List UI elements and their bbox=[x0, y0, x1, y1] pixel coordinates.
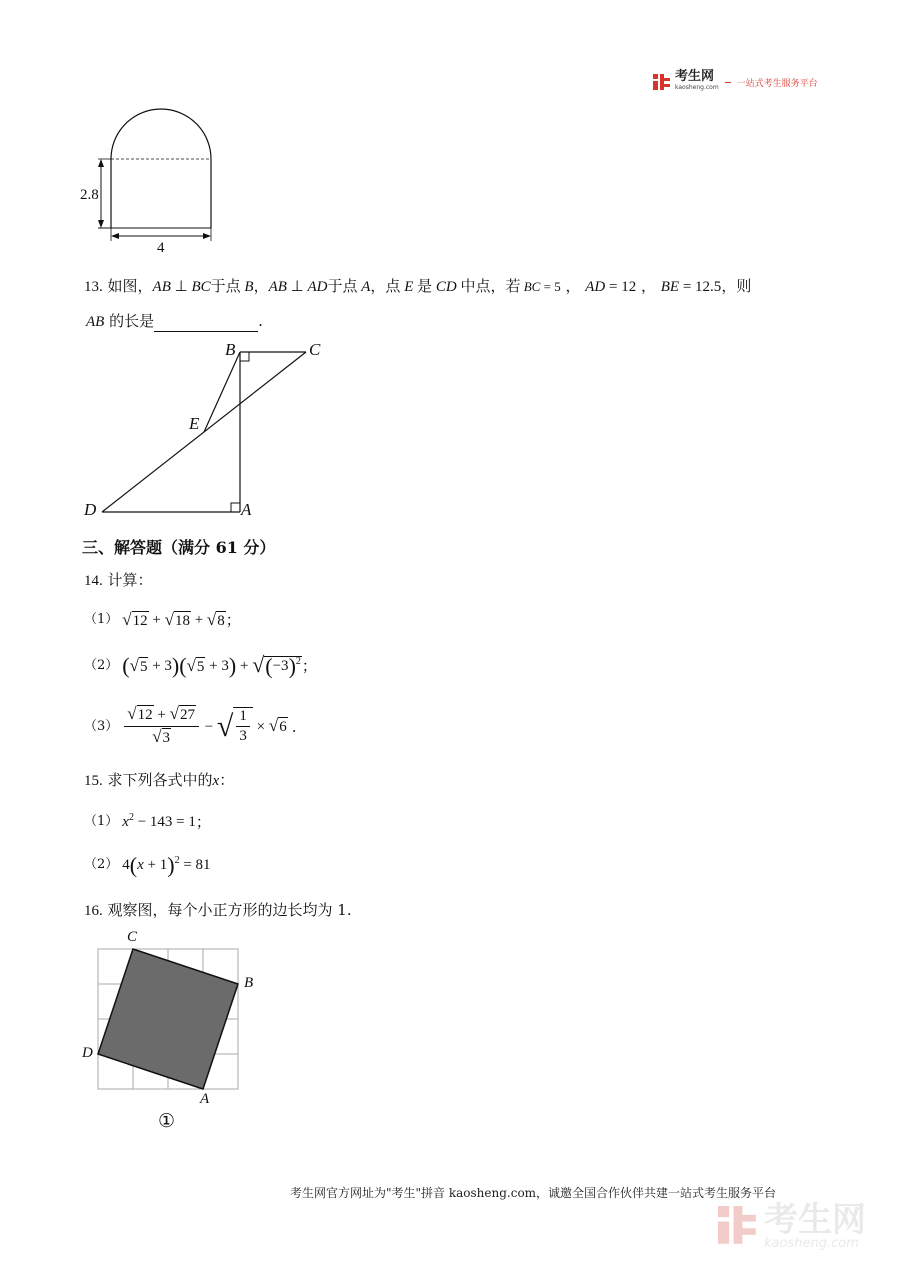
q15-heading bbox=[84, 770, 234, 791]
q13-line2: AB 的长是 . bbox=[86, 312, 263, 330]
header-logo bbox=[653, 71, 818, 93]
q13-t5: 中点，若 bbox=[460, 277, 521, 295]
q14-heading bbox=[84, 570, 153, 591]
q15-eq2-rhs: = 81 bbox=[183, 857, 211, 873]
kaosheng-logo-icon bbox=[653, 72, 671, 92]
fig13-label-a: A bbox=[241, 500, 252, 519]
footer-text: 考生网官方网址为"考生"拼音 kaosheng.com，诚邀全国合作伙伴共建一站式考生服务平台 bbox=[290, 1186, 777, 1200]
q13-t3: ，点 bbox=[370, 277, 401, 295]
q14-item1-expr: √ 12 + √ 18 + √ 8 bbox=[122, 609, 225, 629]
fig12-width-label: 4 bbox=[157, 240, 165, 256]
watermark-logo bbox=[718, 1200, 866, 1252]
q15-eq1-end: ； bbox=[195, 813, 211, 831]
fig13-label-c: C bbox=[309, 340, 321, 359]
q13-line1: 13. 如图，AB ⊥ BC于点 B，AB ⊥ AD于点 A，点 E 是 CD 中点，若 BC = 5 ， AD = 12 ， BE = 12.5，则 bbox=[84, 277, 752, 295]
fig16-label-b: B bbox=[244, 975, 254, 991]
q13-t1: 于点 bbox=[210, 277, 241, 295]
q14-item3-end: . bbox=[291, 717, 297, 736]
brand-url: kaosheng.com bbox=[675, 84, 719, 91]
fig16-label-d: D bbox=[82, 1045, 93, 1061]
q13-t6: ，则 bbox=[721, 277, 752, 295]
q16-number: 16. bbox=[84, 903, 103, 919]
fig12-height-label: 2.8 bbox=[80, 187, 99, 203]
q14-item1-label: （1） bbox=[84, 612, 119, 627]
q15-item2-label: （2） bbox=[84, 857, 119, 873]
q13-number: 13. bbox=[84, 279, 103, 295]
q13-t4: 是 bbox=[417, 277, 433, 295]
fig16-grid-square bbox=[94, 945, 244, 1090]
shaded-square bbox=[98, 949, 238, 1089]
q15-item1 bbox=[84, 812, 211, 832]
q15-title-suffix: ： bbox=[219, 771, 235, 789]
fig13-label-e: E bbox=[189, 414, 200, 433]
q16-text: 观察图，每个小正方形的边长均为 1. bbox=[107, 901, 352, 919]
fig16-circle-label: ① bbox=[158, 1110, 176, 1132]
q15-eq2: $4(x + 1)^2 = 81$ bbox=[122, 852, 211, 878]
brand-name: 考生网 bbox=[675, 69, 715, 84]
fig13-label-b: B bbox=[225, 340, 236, 359]
q15-number: 15. bbox=[84, 773, 103, 789]
q14-number: 14. bbox=[84, 573, 103, 589]
q15-var: x bbox=[212, 773, 220, 789]
fig12-door-shape bbox=[78, 105, 228, 255]
q13-answer-blank bbox=[154, 315, 258, 332]
q14-item3 bbox=[84, 705, 296, 748]
fig13-geometry bbox=[78, 336, 338, 526]
q15-eq1: $x^2 - 143 = 1$ bbox=[122, 812, 196, 830]
fig16-label-a: A bbox=[200, 1091, 210, 1107]
q16-line bbox=[84, 900, 352, 921]
q13-line2-prefix: 的长是 bbox=[109, 312, 155, 330]
watermark-kaosheng-icon bbox=[718, 1200, 758, 1252]
q15-item2 bbox=[84, 852, 211, 878]
fig13-label-d: D bbox=[84, 500, 97, 519]
q14-item3-expr: √ 12 + √ 27 √ 3 − √ $\frac{1}{3}$ × √ 6 bbox=[122, 705, 287, 748]
section3-title: 三、解答题（满分 61 分） bbox=[82, 538, 276, 557]
q13-lead: 如图， bbox=[107, 277, 153, 295]
q14-item3-label: （3） bbox=[84, 718, 119, 734]
q13-line2-suffix: . bbox=[258, 312, 263, 330]
q14-item2-label: （2） bbox=[84, 658, 119, 673]
watermark-brand: 考生网 bbox=[764, 1199, 866, 1240]
q13-expr-ab-perp-bc: AB bbox=[152, 279, 171, 295]
q14-item1 bbox=[84, 610, 241, 630]
q14-item2-expr: ( √ 5 + 3 ) ( √ 5 + 3 ) + √ $(-3)^2$ bbox=[122, 652, 301, 679]
brand-slogan: 一站式考生服务平台 bbox=[736, 78, 818, 89]
watermark-url: kaosheng.com bbox=[764, 1235, 859, 1251]
q14-title: 计算： bbox=[107, 571, 153, 589]
brand-dash bbox=[725, 82, 731, 83]
q13-expr-ab-perp-ad: AB bbox=[268, 279, 287, 295]
q14-item2-end: ； bbox=[301, 657, 317, 675]
q14-item2 bbox=[84, 652, 317, 679]
q15-title-prefix: 求下列各式中的 bbox=[107, 771, 213, 789]
q14-item1-end: ； bbox=[225, 611, 241, 629]
fig16-label-c: C bbox=[127, 929, 138, 945]
q13-t2: 于点 bbox=[327, 277, 358, 295]
q15-item1-label: （1） bbox=[84, 814, 119, 829]
